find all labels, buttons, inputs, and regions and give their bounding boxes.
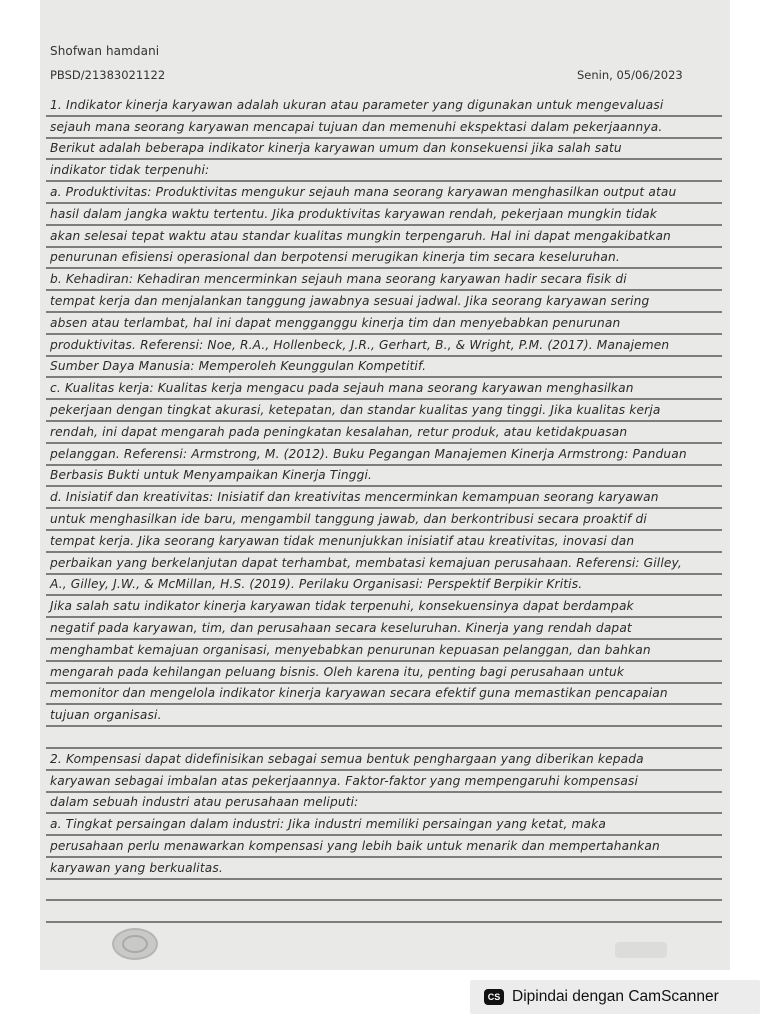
handwritten-text: memonitor dan mengelola indikator kinerja karyawan secara efektif guna memastikan pencapaian — [50, 686, 668, 701]
handwritten-text: pekerjaan dengan tingkat akurasi, ketepatan, dan standar kualitas yang tinggi. Jika kualitas kerja — [50, 402, 661, 417]
text-line — [46, 901, 722, 923]
text-line — [46, 313, 722, 335]
text-line — [46, 160, 722, 182]
handwritten-text: penurunan efisiensi operasional dan berpotensi merugikan kinerja tim secara keseluruhan. — [50, 250, 620, 265]
text-line — [46, 880, 722, 902]
handwritten-text: tempat kerja dan menjalankan tanggung jawabnya sesuai jadwal. Jika seorang karyawan sering — [50, 293, 650, 308]
text-line — [46, 509, 722, 531]
text-line — [46, 531, 722, 553]
text-line — [46, 487, 722, 509]
handwritten-text: Berikut adalah beberapa indikator kinerja karyawan umum dan konsekuensi jika salah satu — [50, 141, 622, 156]
handwritten-text: a. Tingkat persaingan dalam industri: Jika industri memiliki persaingan yang ketat, maka — [50, 817, 607, 832]
handwritten-text: a. Produktivitas: Produktivitas mengukur sejauh mana seorang karyawan menghasilkan output atau — [50, 184, 677, 199]
text-line — [46, 335, 722, 357]
handwritten-text: A., Gilley, J.W., & McMillan, H.S. (2019). Perilaku Organisasi: Perspektif Berpikir Kritis. — [50, 577, 583, 592]
text-line — [46, 575, 722, 597]
date: Senin, 05/06/2023 — [577, 68, 683, 82]
handwritten-text: karyawan sebagai imbalan atas pekerjaannya. Faktor-faktor yang mempengaruhi kompensasi — [50, 773, 639, 788]
handwritten-text: hasil dalam jangka waktu tertentu. Jika produktivitas karyawan rendah, pekerjaan mungkin tidak — [50, 206, 657, 221]
handwritten-text: c. Kualitas kerja: Kualitas kerja mengacu pada sejauh mana seorang karyawan menghasilkan — [50, 381, 634, 396]
text-line — [46, 226, 722, 248]
text-line — [46, 618, 722, 640]
text-line — [46, 596, 722, 618]
text-line — [46, 640, 722, 662]
text-line — [46, 139, 722, 161]
handwritten-text: menghambat kemajuan organisasi, menyebabkan penurunan kepuasan pelanggan, dan bahkan — [50, 642, 651, 657]
text-line — [46, 705, 722, 727]
text-line — [46, 378, 722, 400]
text-line — [46, 814, 722, 836]
ruled-lines — [46, 95, 722, 923]
stamp-inner-ring — [122, 935, 148, 953]
text-line — [46, 357, 722, 379]
camscanner-watermark — [470, 980, 760, 1014]
page-number-area — [615, 942, 667, 958]
handwritten-text: mengarah pada kehilangan peluang bisnis. Oleh karena itu, penting bagi perusahaan untuk — [50, 664, 625, 679]
text-line — [46, 422, 722, 444]
text-line — [46, 749, 722, 771]
text-line — [46, 248, 722, 270]
camscanner-logo-icon: CS — [484, 989, 504, 1005]
text-line — [46, 684, 722, 706]
handwritten-text: 1. Indikator kinerja karyawan adalah ukuran atau parameter yang digunakan untuk mengevaluasi — [50, 97, 664, 112]
handwritten-text: b. Kehadiran: Kehadiran mencerminkan sejauh mana seorang karyawan hadir secara fisik di — [50, 272, 627, 287]
handwritten-text: akan selesai tepat waktu atau standar kualitas mungkin terpengaruh. Hal ini dapat mengakibatkan — [50, 228, 671, 243]
text-line — [46, 182, 722, 204]
handwritten-text: tempat kerja. Jika seorang karyawan tidak menunjukkan inisiatif atau kreativitas, inovasi dan — [50, 533, 635, 548]
handwritten-text: Jika salah satu indikator kinerja karyawan tidak terpenuhi, konsekuensinya dapat berdampak — [50, 599, 634, 614]
text-line — [46, 117, 722, 139]
handwritten-text: rendah, ini dapat mengarah pada peningkatan kesalahan, retur produk, atau ketidakpuasan — [50, 424, 628, 439]
handwritten-text: Sumber Daya Manusia: Memperoleh Keunggulan Kompetitif. — [50, 359, 427, 374]
text-line — [46, 858, 722, 880]
text-line — [46, 553, 722, 575]
text-line — [46, 662, 722, 684]
text-line — [46, 269, 722, 291]
text-line — [46, 727, 722, 749]
handwritten-text: perbaikan yang berkelanjutan dapat terhambat, membatasi kemajuan perusahaan. Referensi: Gilley, — [50, 555, 682, 570]
handwritten-text: pelanggan. Referensi: Armstrong, M. (2012). Buku Pegangan Manajemen Kinerja Armstrong: Panduan — [50, 446, 687, 461]
handwritten-text: 2. Kompensasi dapat didefinisikan sebagai semua bentuk penghargaan yang diberikan kepada — [50, 751, 644, 766]
camscanner-label: Dipindai dengan CamScanner — [512, 988, 719, 1005]
text-line — [46, 95, 722, 117]
text-line — [46, 793, 722, 815]
text-line — [46, 204, 722, 226]
text-line — [46, 836, 722, 858]
handwritten-text: d. Inisiatif dan kreativitas: Inisiatif dan kreativitas mencerminkan kemampuan seorang karyawan — [50, 490, 659, 505]
text-line — [46, 400, 722, 422]
handwritten-text: negatif pada karyawan, tim, dan perusahaan secara keseluruhan. Kinerja yang rendah dapat — [50, 620, 632, 635]
handwritten-text: indikator tidak terpenuhi: — [50, 163, 210, 178]
text-line — [46, 444, 722, 466]
handwritten-text: untuk menghasilkan ide baru, mengambil tanggung jawab, dan berkontribusi secara proaktif di — [50, 511, 647, 526]
text-line — [46, 771, 722, 793]
student-name: Shofwan hamdani — [50, 44, 160, 58]
handwritten-text: dalam sebuah industri atau perusahaan meliputi: — [50, 795, 359, 810]
text-line — [46, 466, 722, 488]
handwritten-text: tujuan organisasi. — [50, 708, 162, 723]
handwritten-text: karyawan yang berkualitas. — [50, 860, 223, 875]
handwritten-text: Berbasis Bukti untuk Menyampaikan Kinerja Tinggi. — [50, 468, 373, 483]
handwritten-text: produktivitas. Referensi: Noe, R.A., Hollenbeck, J.R., Gerhart, B., & Wright, P.M. (2017). Manajemen — [50, 337, 670, 352]
handwritten-text: absen atau terlambat, hal ini dapat mengganggu kinerja tim dan menyebabkan penurunan — [50, 315, 621, 330]
student-id: PBSD/21383021122 — [50, 68, 166, 82]
text-line — [46, 291, 722, 313]
handwritten-text: sejauh mana seorang karyawan mencapai tujuan dan memenuhi ekspektasi dalam pekerjaannya. — [50, 119, 663, 134]
handwritten-text: perusahaan perlu menawarkan kompensasi yang lebih baik untuk menarik dan mempertahankan — [50, 838, 660, 853]
